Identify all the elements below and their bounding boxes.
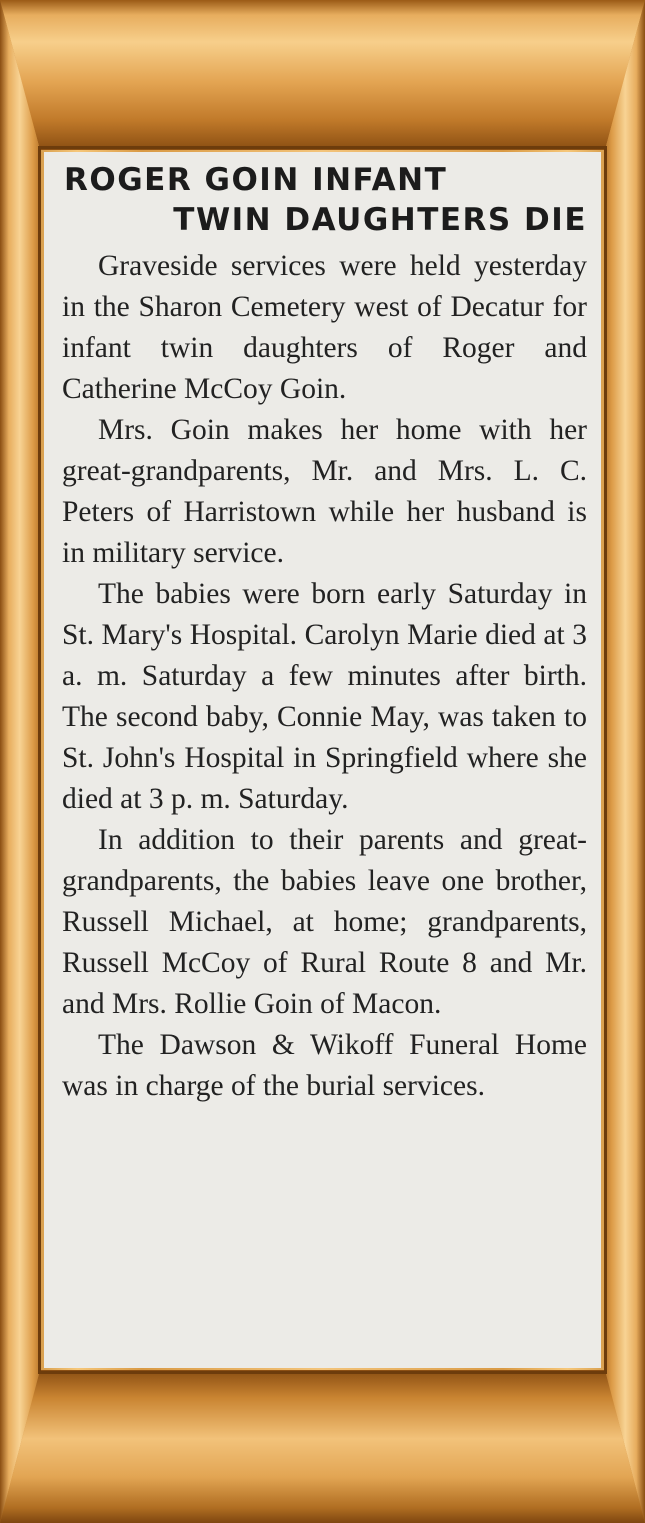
frame-bottom-rail <box>0 1370 645 1523</box>
newspaper-clipping <box>44 152 601 1368</box>
headline-line-2: TWIN DAUGHTERS DIE <box>173 202 587 238</box>
paragraph-services: Graveside services were held yesterday in the Sharon Cemetery west of Decatur for infant twin daughters of Roger and Catherine McCoy Goin. <box>62 250 587 405</box>
paragraph-funeral-home: The Dawson & Wikoff Funeral Home was in charge of the burial services. <box>62 1029 587 1102</box>
frame-top-rail <box>0 0 645 150</box>
headline-line-1: ROGER GOIN INFANT <box>64 162 448 198</box>
paragraph-survivors: In addition to their parents and great-grandparents, the babies leave one brother, Russell Michael, at home; grandparents, Russell McCoy of Rural Route 8 and Mr. and Mrs. Rollie Goin of Macon. <box>62 824 587 1020</box>
paragraph-residence: Mrs. Goin makes her home with her great-grandparents, Mr. and Mrs. L. C. Peters of Harristown while her husband is in military service. <box>62 414 587 569</box>
headline <box>62 160 587 240</box>
frame-right-rail <box>601 0 645 1523</box>
article-body <box>62 246 587 1107</box>
paragraph-births: The babies were born early Saturday in St. Mary's Hospital. Carolyn Marie died at 3 a. m. Saturday a few minutes after birth. The second baby, Connie May, was taken to St. John's Hospital in Springfield where she died at 3 p. m. Saturday. <box>62 578 587 815</box>
